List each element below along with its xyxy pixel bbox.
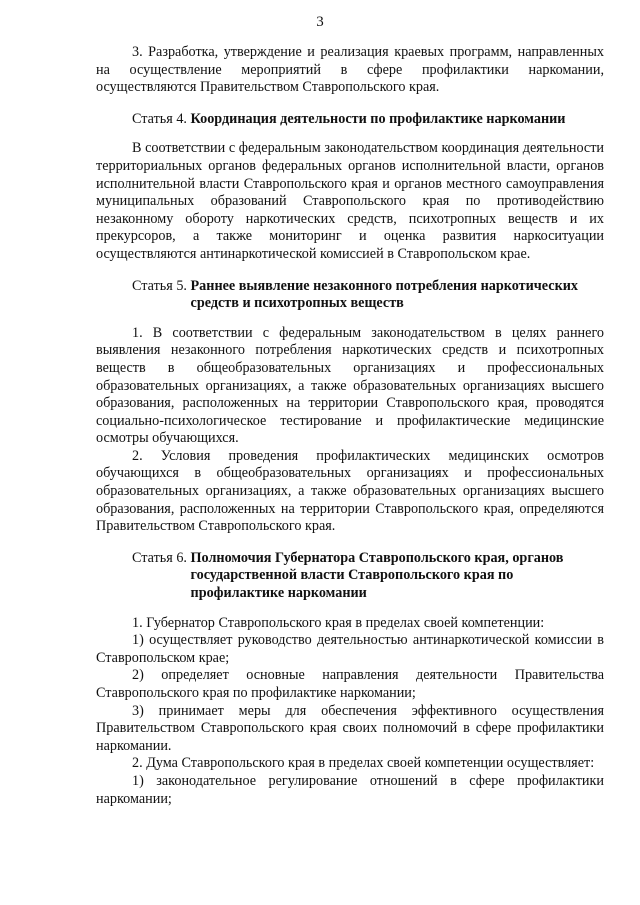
paragraph-article3-item3: 3. Разработка, утверждение и реализация краевых программ, направленных на осуществление мероприятий в сфере профилактики наркомании, осуществляются Правительством Ставропольского края. [96,44,604,96]
paragraph-article5-item1: 1. В соответствии с федеральным законодательством в целях раннего выявления незаконного потребления наркотических средств и психотропных веществ в общеобразовательных организациях и профессиональных образовательных организациях, а также образовательных организациях высшего образования, расположенных на территории Ставропольского края, проводятся социально-психологическое тестирование и профилактические медицинские осмотры обучающихся. [96,324,604,447]
paragraph-article6-item1: 1. Губернатор Ставропольского края в пределах своей компетенции: [132,614,545,631]
article-4-heading [96,111,604,129]
paragraph-article6-item1-3: 3) принимает меры для обеспечения эффективного осуществления Правительством Ставропольского края своих полномочий в сфере профилактики наркомании. [96,702,604,754]
document-body [96,44,604,808]
paragraph-article6-item2-1: 1) законодательное регулирование отношений в сфере профилактики наркомании; [96,772,604,807]
article-5-label: Статья 5. [132,277,191,294]
article-4-label: Статья 4. [132,110,191,127]
article-5-heading [96,278,604,313]
article-6-title: Полномочия Губернатора Ставропольского края, органов государственной власти Ставропольского края по профилактике наркомании [190,549,564,602]
paragraph-article6-item1-1: 1) осуществляет руководство деятельностью антинаркотической комиссии в Ставропольском крае; [96,632,604,666]
paragraph-article4: В соответствии с федеральным законодательством координация деятельности территориальных органов федеральных органов исполнительной власти, органов исполнительной власти Ставропольского края и органов местного самоуправления муниципальных образований Ставропольского края по противодействию незаконному обороту наркотических средств, психотропных веществ и их прекурсоров, а также мониторинг и оценка развития наркоситуации осуществляются антинаркотической комиссией в Ставропольском крае. [96,140,604,262]
paragraph-article5-item2: 2. Условия проведения профилактических медицинских осмотров обучающихся в общеобразовательных организациях и профессиональных образовательных организациях, а также образовательных организациях высшего образования, расположенных на территории Ставропольского края, определяются Правительством Ставропольского края. [96,447,604,535]
article-6-heading [96,550,604,603]
paragraph-article6-item1-2: 2) определяет основные направления деятельности Правительства Ставропольского края по профилактике наркомании; [96,667,604,701]
article-6-label: Статья 6. [132,549,191,566]
article-4-title: Координация деятельности по профилактике наркомании [190,110,566,127]
article-5-title: Раннее выявление незаконного потребления наркотических средств и психотропных веществ [190,277,579,312]
paragraph-article6-item2: 2. Дума Ставропольского края в пределах своей компетенции осуществляет: [132,755,595,772]
page-number: 3 [316,14,324,30]
